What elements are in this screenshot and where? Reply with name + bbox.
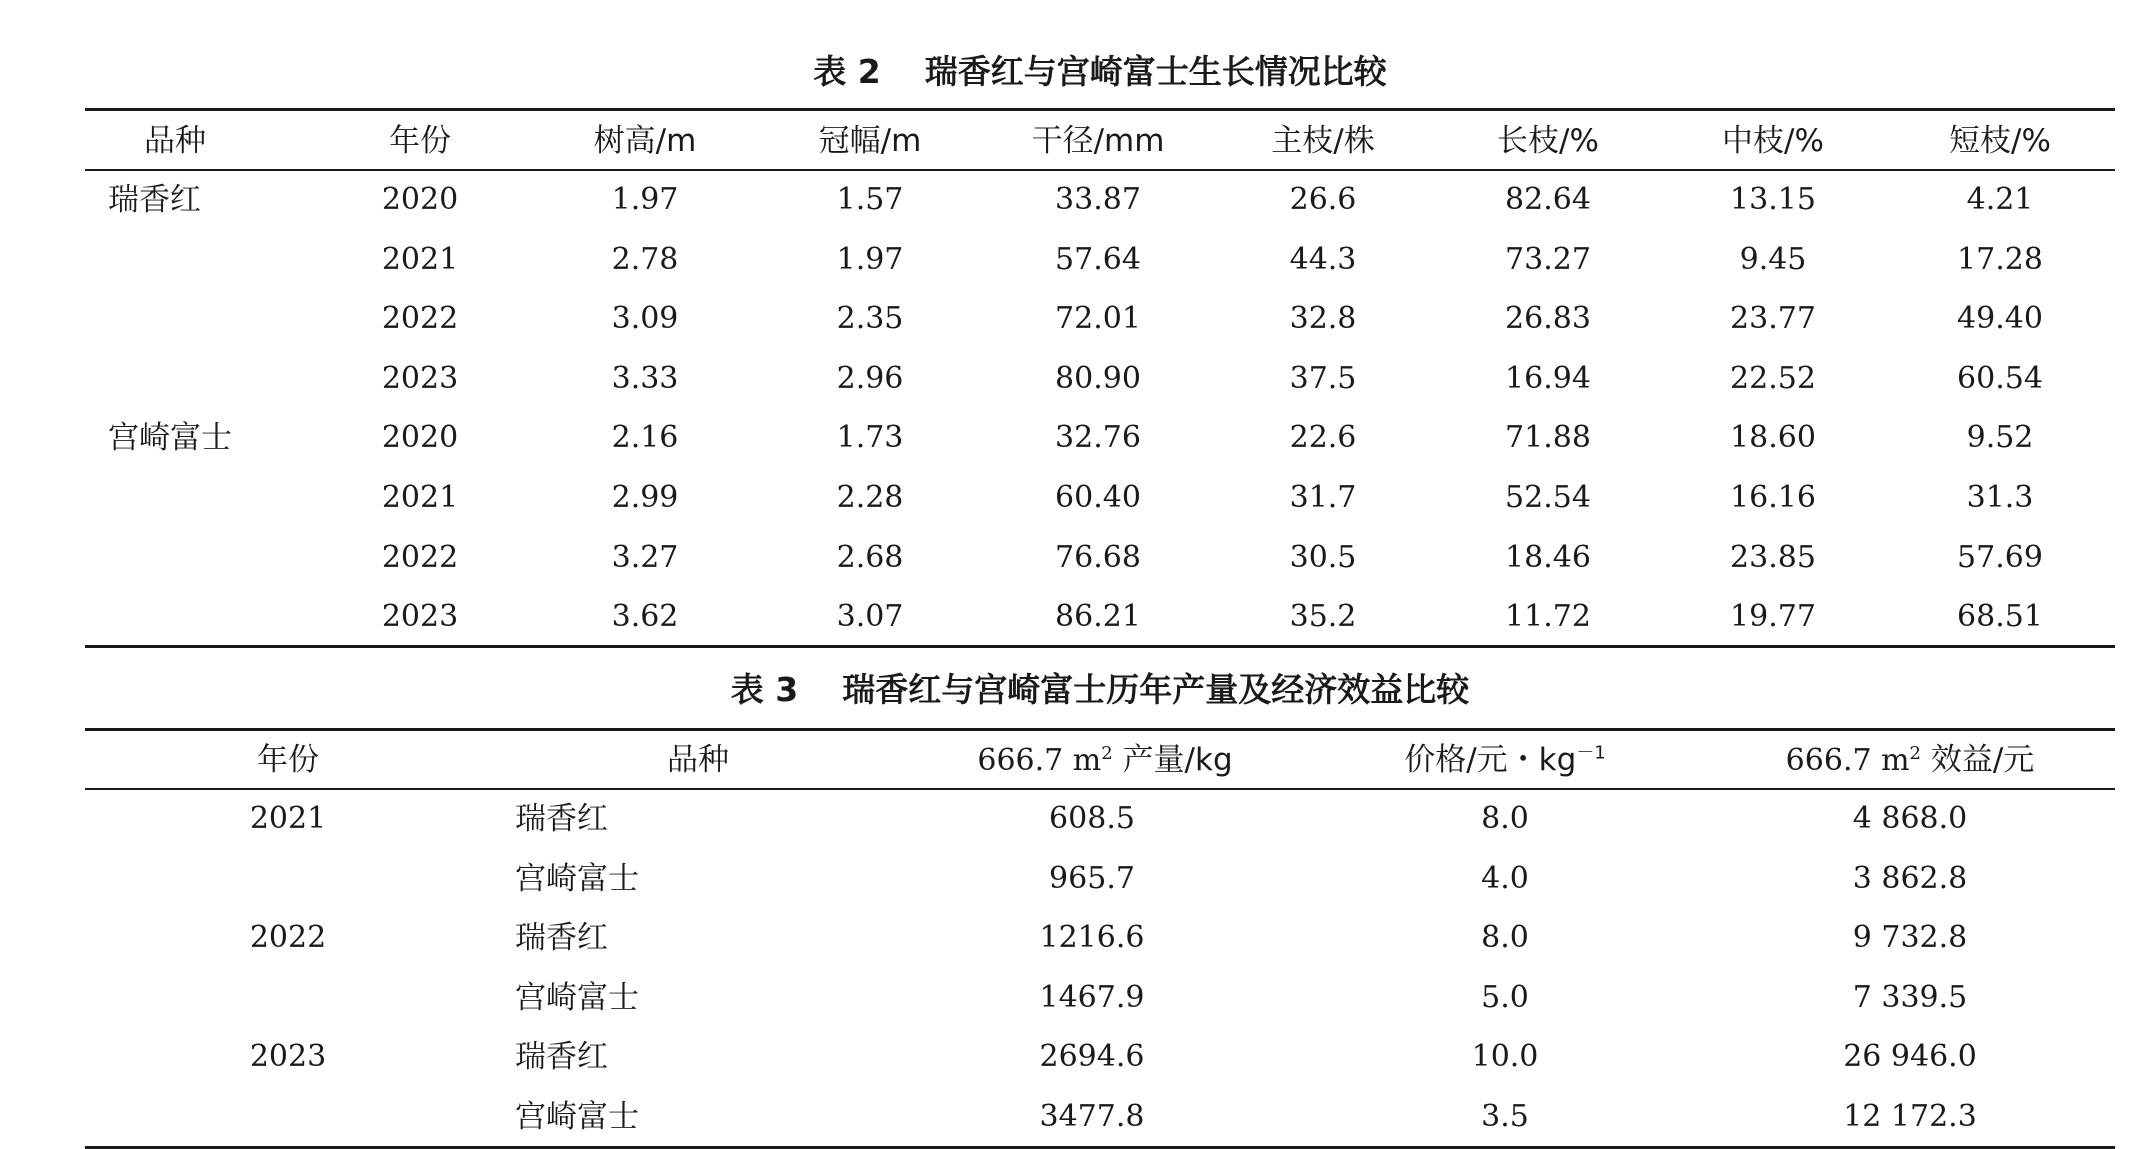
cell-year: 2022 [249, 920, 327, 956]
cell-crown: 2.68 [836, 539, 904, 575]
cell-benefit: 7 339.5 [1852, 979, 1968, 1015]
cell-year: 2020 [381, 182, 459, 217]
cell-trunk: 32.76 [1055, 420, 1141, 456]
cell-height: 3.33 [611, 360, 679, 396]
cell-yield: 3477.8 [1039, 1099, 1145, 1134]
table3-caption [85, 670, 2115, 710]
table3-title: 瑞香红与宫崎富士历年产量及经济效益比较 [842, 670, 1470, 709]
cell-year: 2023 [249, 1039, 327, 1075]
cell-long-branch: 18.46 [1505, 539, 1591, 575]
cell-height: 3.09 [611, 301, 679, 337]
table3-header-benefit [1786, 742, 2035, 779]
table3-header-price-label: 价格/元・kg [1404, 742, 1577, 778]
table2-header-crown: 冠幅/m [818, 123, 922, 159]
table2-top-rule [85, 108, 2115, 111]
cell-branches: 44.3 [1289, 241, 1357, 277]
cell-branches: 26.6 [1289, 182, 1357, 217]
cell-yield: 965.7 [1049, 860, 1135, 896]
table2-header-mid-branch: 中枝/% [1722, 123, 1824, 159]
table2-header-long-branch: 长枝/% [1497, 123, 1599, 159]
cell-short-branch: 57.69 [1957, 539, 2043, 575]
cell-short-branch: 60.54 [1957, 360, 2043, 396]
cell-mid-branch: 9.45 [1739, 241, 1807, 277]
cell-year: 2022 [381, 301, 459, 337]
table3-top-rule [85, 728, 2115, 731]
cell-long-branch: 52.54 [1505, 480, 1591, 515]
cell-long-branch: 26.83 [1505, 301, 1591, 337]
cell-trunk: 80.90 [1055, 360, 1141, 396]
cell-crown: 2.35 [836, 301, 904, 337]
table3-header-rule [85, 788, 2115, 790]
cell-mid-branch: 18.60 [1730, 420, 1816, 456]
cell-year: 2023 [381, 599, 459, 635]
cell-branches: 30.5 [1289, 539, 1357, 575]
cell-year: 2021 [381, 480, 459, 515]
cell-price: 4.0 [1481, 860, 1529, 896]
table3-header-yield-unit: 666.7 m [977, 743, 1102, 778]
cell-price: 3.5 [1481, 1099, 1529, 1134]
cell-benefit: 26 946.0 [1843, 1039, 1977, 1075]
cell-long-branch: 73.27 [1505, 241, 1591, 277]
cell-long-branch: 82.64 [1505, 182, 1591, 217]
cell-trunk: 72.01 [1055, 301, 1141, 337]
cell-crown: 2.28 [836, 480, 904, 515]
cell-year: 2020 [381, 420, 459, 456]
cell-mid-branch: 16.16 [1730, 480, 1816, 515]
cell-short-branch: 4.21 [1966, 182, 2034, 217]
cell-height: 2.16 [611, 420, 679, 456]
table3-header-yield-sup: 2 [1101, 743, 1113, 764]
cell-height: 2.78 [611, 241, 679, 277]
cell-variety: 宫崎富士 [515, 860, 639, 897]
table3-header-yield [977, 742, 1232, 779]
cell-short-branch: 9.52 [1966, 420, 2034, 456]
cell-price: 8.0 [1481, 801, 1529, 836]
cell-variety: 瑞香红 [515, 1039, 608, 1076]
table2-header-year: 年份 [389, 123, 451, 159]
cell-long-branch: 71.88 [1505, 420, 1591, 456]
cell-yield: 1216.6 [1039, 920, 1145, 956]
cell-price: 10.0 [1471, 1039, 1539, 1075]
table2-header-short-branch: 短枝/% [1949, 123, 2051, 159]
cell-height: 3.27 [611, 539, 679, 575]
table3-header-benefit-unit: 666.7 m [1785, 743, 1910, 778]
cell-year: 2021 [381, 241, 459, 277]
table2-header-trunk: 干径/mm [1031, 123, 1165, 159]
cell-branches: 22.6 [1289, 420, 1357, 456]
cell-trunk: 60.40 [1055, 480, 1141, 515]
cell-trunk: 57.64 [1055, 241, 1141, 277]
cell-crown: 1.73 [836, 420, 904, 456]
cell-price: 5.0 [1481, 979, 1529, 1015]
table3-header-benefit-label: 效益/元 [1921, 742, 2035, 778]
cell-benefit: 4 868.0 [1852, 801, 1968, 836]
cell-benefit: 9 732.8 [1852, 920, 1968, 956]
cell-mid-branch: 19.77 [1730, 599, 1816, 635]
table3-header-variety: 品种 [667, 742, 729, 778]
cell-height: 2.99 [611, 480, 679, 515]
cell-height: 3.62 [611, 599, 679, 635]
table3-number: 表 3 [730, 670, 799, 709]
cell-trunk: 86.21 [1055, 599, 1141, 635]
cell-yield: 1467.9 [1039, 979, 1145, 1015]
table2-header-branches: 主枝/株 [1271, 123, 1375, 159]
table3-header-year: 年份 [257, 742, 319, 778]
cell-branches: 37.5 [1289, 360, 1357, 396]
table2-caption [85, 52, 2115, 92]
table3-header-price [1404, 742, 1606, 778]
table3-header-price-sup: －1 [1576, 742, 1606, 764]
cell-crown: 1.97 [836, 241, 904, 277]
cell-variety: 宫崎富士 [515, 1099, 639, 1135]
cell-variety: 宫崎富士 [108, 420, 232, 457]
cell-long-branch: 16.94 [1505, 360, 1591, 396]
cell-height: 1.97 [611, 182, 679, 217]
cell-price: 8.0 [1481, 920, 1529, 956]
cell-benefit: 3 862.8 [1852, 860, 1968, 896]
table2-header-height: 树高/m [593, 123, 697, 159]
table2-header-variety: 品种 [144, 123, 206, 159]
cell-variety: 瑞香红 [108, 182, 201, 218]
table2-number: 表 2 [813, 52, 881, 91]
cell-yield: 608.5 [1049, 801, 1135, 836]
cell-variety: 宫崎富士 [515, 979, 639, 1016]
cell-branches: 35.2 [1289, 599, 1357, 635]
table2-title: 瑞香红与宫崎富士生长情况比较 [924, 52, 1387, 91]
cell-benefit: 12 172.3 [1843, 1099, 1977, 1134]
cell-trunk: 76.68 [1055, 539, 1141, 575]
cell-mid-branch: 13.15 [1730, 182, 1816, 217]
cell-yield: 2694.6 [1039, 1039, 1145, 1075]
cell-branches: 31.7 [1289, 480, 1357, 515]
cell-year: 2021 [249, 801, 327, 836]
cell-crown: 3.07 [836, 599, 904, 635]
table3-header-yield-label: 产量/kg [1112, 742, 1233, 778]
cell-trunk: 33.87 [1055, 182, 1141, 217]
cell-mid-branch: 22.52 [1730, 360, 1816, 396]
cell-variety: 瑞香红 [515, 920, 608, 957]
cell-short-branch: 68.51 [1957, 599, 2043, 635]
cell-year: 2022 [381, 539, 459, 575]
cell-branches: 32.8 [1289, 301, 1357, 337]
cell-short-branch: 31.3 [1966, 480, 2034, 515]
cell-short-branch: 49.40 [1957, 301, 2043, 337]
cell-mid-branch: 23.77 [1730, 301, 1816, 337]
table3-header-benefit-sup: 2 [1909, 743, 1922, 764]
table2-bottom-rule [85, 645, 2115, 648]
cell-long-branch: 11.72 [1505, 599, 1591, 635]
table2-header-rule [85, 169, 2115, 171]
cell-year: 2023 [381, 360, 459, 396]
cell-mid-branch: 23.85 [1730, 539, 1816, 575]
cell-short-branch: 17.28 [1957, 241, 2043, 277]
cell-variety: 瑞香红 [515, 801, 608, 837]
cell-crown: 2.96 [836, 360, 904, 396]
cell-crown: 1.57 [836, 182, 904, 217]
